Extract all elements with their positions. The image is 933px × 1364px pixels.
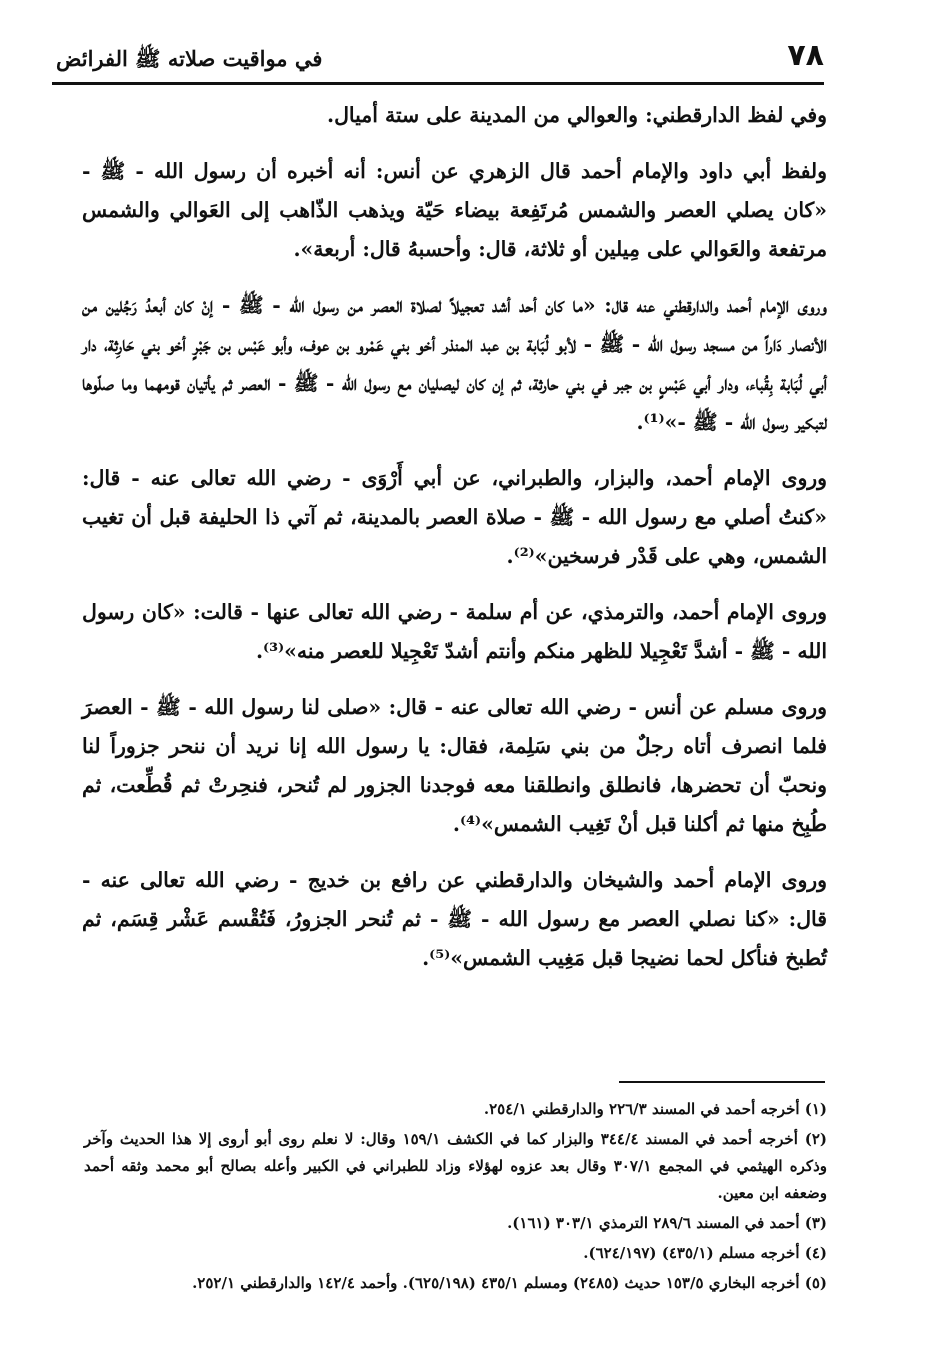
footnote: (٥) أخرجه البخاري ١٥٣/٥ حديث (٢٤٨٥) ومسلم ٤٣٥/١ (٦٢٥/١٩٨). وأحمد ١٤٢/٤ والدارقطني ٢٥٢/١. bbox=[192, 1274, 827, 1292]
footnote-divider bbox=[619, 1081, 825, 1083]
chapter-title: في مواقيت صلاته ﷺ الفرائض bbox=[56, 46, 323, 71]
paragraph: وروى الإمام أحمد، والترمذي، عن أم سلمة - رضي الله تعالى عنها - قالت: «كان رسول الله - ﷺ - أشدَّ تَعْجِيلا للظهر منكم وأنتم أشدّ تَعْجِيلا للعصر منه»⁽³⁾. bbox=[82, 600, 827, 663]
main-text bbox=[82, 96, 827, 995]
footnote: (٤) أخرجه مسلم (٤٣٥/١) (٦٢٤/١٩٧). bbox=[583, 1244, 827, 1262]
footnote: (١) أخرجه أحمد في المسند ٢٢٦/٣ والدارقطني ٢٥٤/١. bbox=[483, 1100, 827, 1118]
running-header bbox=[52, 36, 824, 85]
page-number: ٧٨ bbox=[787, 38, 824, 73]
paragraph: وفي لفظ الدارقطني: والعوالي من المدينة على ستة أميال. bbox=[327, 103, 827, 127]
paragraph: وروى الإمام أحمد والشيخان والدارقطني عن رافع بن خديج - رضي الله تعالى عنه - قال: «كنا نصلي العصر مع رسول الله - ﷺ - ثم تُنحر الجزورُ، فَتُقْسم عَشْر قِسَم، ثم تُطبخ فنأكل لحما نضيجا قبل مَغِيب الشمس»⁽⁵⁾. bbox=[82, 868, 827, 970]
footnotes bbox=[84, 1096, 827, 1300]
paragraph: وروى الإمام أحمد، والبزار، والطبراني، عن أبي أَرْوَى - رضي الله تعالى عنه - قال: «كنتُ أصلي مع رسول الله - ﷺ - صلاة العصر بالمدينة، ثم آتي ذا الحليفة قبل أن تغيب الشمس، وهي على قَدْر فرسخين»⁽²⁾. bbox=[82, 466, 827, 568]
footnote: (٣) أحمد في المسند ٢٨٩/٦ الترمذي ٣٠٣/١ (١٦١). bbox=[507, 1214, 827, 1232]
paragraph: ولفظ أبي داود والإمام أحمد قال الزهري عن أنس: أنه أخبره أن رسول الله - ﷺ - «كان يصلي العصر والشمس مُرتَفِعة بيضاء حَيّة ويذهب الذّاهب إلى العَوالي والشمس مرتفعة والعَوالي على مِيلين أو ثلاثة، قال: وأحسبهُ قال: أربعة». bbox=[82, 159, 827, 261]
paragraph: وروى الإمام أحمد والدارقطني عنه قال: «ما كان أحد أشد تعجيلاً لصلاة العصر من رسول الله - ﷺ - إنْ كان أبعدُ رَجُلين من الأنصار دَاراً من مسجد رسول الله - ﷺ - لأبو لُبَابة بن عبد المنذر أخو بني عَمْرو بن عوف، وأبو عَبْس بن جَبْرٍ أخو بني حَارِثة، دار أبي لُبَابة بِقُباء، ودار أبي عَبْسٍ بن جبر في بني حارثة، ثم إن كان ليصليان مع رسول الله - ﷺ - العصر ثم يأتيان قومهما وما صلّوها لتبكير رسول الله - ﷺ -»⁽¹⁾. bbox=[82, 293, 827, 434]
footnote: (٢) أخرجه أحمد في المسند ٣٤٤/٤ والبزار كما في الكشف ١٥٩/١ وقال: لا نعلم روى أبو أروى إلا هذا الحديث وآخر وذكره الهيثمي في المجمع ٣٠٧/١ وقال بعد عزوه لهؤلاء وزاد للطبراني في الكبير وأعله بصالح أبو محمد وثقه أحمد وضعفه ابن معين. bbox=[84, 1130, 827, 1202]
paragraph: وروى مسلم عن أنس - رضي الله تعالى عنه - قال: «صلى لنا رسول الله - ﷺ - العصرَ فلما انصرف أتاه رجلٌ من بني سَلِمة، فقال: يا رسول الله إنا نريد أن ننحر جزوراً لنا ونحبّ أن تحضرها، فانطلق وانطلقنا معه فوجدنا الجزور لم تُنحر، فنحِرتْ ثم قُطِّعت، ثم طُبِخ منها ثم أكلنا قبل أنْ تَغِيب الشمس»⁽⁴⁾. bbox=[82, 695, 827, 836]
